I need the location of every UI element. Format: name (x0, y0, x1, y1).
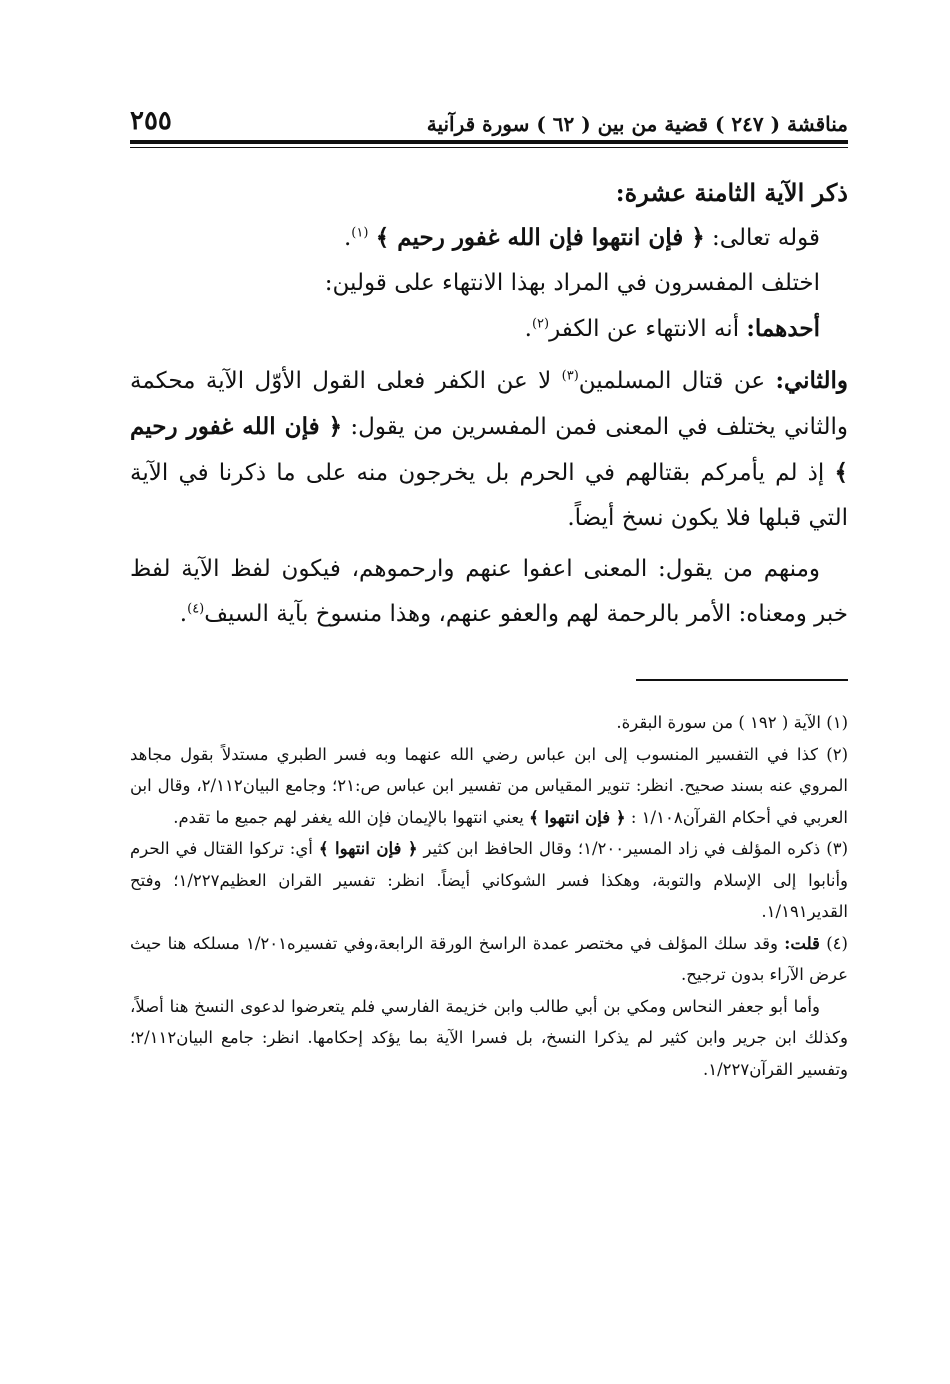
second-opinion-text-2: لا عن الكفر فعلى القول الأوّل الآية محكمة والثاني يختلف في المعنى فمن المفسرين من يقول: (130, 368, 848, 440)
second-opinion-text-3: إذ لم يأمركم بقتالهم في الحرم بل يخرجون منه على ما ذكرنا في الآية التي قبلها فلا يكون نسخ أيضاً. (130, 460, 848, 531)
footnote-ref-2: (٢) (531, 316, 550, 332)
paragraph-intro: اختلف المفسرون في المراد بهذا الانتهاء على قولين: (324, 270, 820, 296)
paragraph-verse (130, 215, 848, 261)
footnote-4-label: قلت: (784, 933, 820, 953)
first-opinion-end: . (524, 316, 532, 342)
header-rule-thick (130, 140, 848, 144)
footnote-ref-3: (٣) (561, 368, 579, 384)
footnote-2 (130, 739, 848, 834)
header-rule-thin (130, 147, 848, 148)
section-heading: ذكر الآية الثامنة عشرة: (615, 178, 848, 207)
footnotes (130, 707, 848, 1085)
footnote-2-quran: ﴿ فإن انتهوا ﴾ (529, 807, 626, 827)
page (130, 98, 848, 1085)
footnote-4 (130, 928, 848, 991)
footnote-2-text-b: يعني انتهوا بالإيمان فإن الله يغفر لهم جميع ما تقدم. (173, 807, 530, 827)
page-number: ٢٥٥ (130, 106, 172, 136)
quran-verse-2: ﴿ فإن الله غفور رحيم ﴾ (130, 413, 848, 486)
footnote-3-quran: ﴿ فإن انتهوا ﴾ (318, 839, 418, 858)
third-text: ومنهم من يقول: المعنى اعفوا عنهم وارحموهم، فيكون لفظ الآية لفظ خبر ومعناه: الأمر بالرحمة لهم والعفو عنهم، وهذا منسوخ بآية السيف (130, 556, 848, 627)
footnote-4-text: وقد سلك المؤلف في مختصر عمدة الراسخ الورقة الرابعة،وفي تفسيره١/٢٠١ مسلكه هنا حيث عرض الآراء بدون ترجيح. (130, 933, 848, 984)
footnote-4-number: (٤) (819, 933, 848, 953)
footnote-4-continuation: وأما أبو جعفر النحاس ومكي بن أبي طالب وابن خزيمة الفارسي فلم يتعرضوا لدعوى النسخ هنا أصلاً، وكذلك ابن جرير وابن كثير لم يذكرا النسخ، بل فسرا الآية بما يؤكد إحكامها. انظر: جامع البيان٢/١١٢؛ وتفسير القرآن١/٢٢٧. (130, 996, 848, 1079)
footnote-2-text-a: (٢) كذا في التفسير المنسوب إلى ابن عباس رضي الله عنهما وبه فسر الطبري مستدلاً بقول مجاهد المروي عنه بسند صحيح. انظر: تنوير المقياس من تفسير ابن عباس ص:٢١؛ وجامع البيان٢/١١٢، وقال ابن العربي في أحكام القرآن١/١٠٨ : (130, 744, 848, 827)
second-opinion-label: والثاني: (775, 367, 848, 394)
footnote-3-text-a: (٣) ذكره المؤلف في زاد المسير١/٢٠٠؛ وقال الحافظ ابن كثير (417, 839, 848, 858)
footnote-ref-4: (٤) (187, 601, 205, 617)
first-opinion-text: أنه الانتهاء عن الكفر (549, 316, 747, 342)
footnote-ref-1: (١) (351, 225, 369, 241)
header-title: مناقشة ( ٢٤٧ ) قضية من بين ( ٦٢ ) سورة قرآنية (426, 112, 848, 136)
quran-verse: ﴿ فإن انتهوا فإن الله غفور رحيم ﴾ (375, 224, 705, 251)
footnote-3 (130, 833, 848, 928)
paragraph-second-opinion (130, 358, 848, 541)
paragraph-first-opinion (130, 306, 848, 352)
second-opinion-text-1: عن قتال المسلمين (578, 368, 776, 394)
main-text (130, 170, 848, 637)
verse-end: . (343, 225, 352, 251)
footnote-3-text-b: أي: تركوا القتال في الحرم وأنابوا إلى الإسلام والتوبة، وهكذا فسر الشوكاني أيضاً. انظر: تفسير القران العظيم١/٢٢٧؛ وفتح القدير١/١٩١. (130, 839, 848, 921)
paragraph-third (130, 547, 848, 637)
running-header (130, 98, 848, 136)
third-end: . (179, 601, 188, 627)
verse-intro: قوله تعالى: (704, 225, 820, 251)
first-opinion-label: أحدهما: (746, 315, 820, 342)
footnote-separator (636, 679, 848, 681)
footnote-1: (١) الآية ( ١٩٢ ) من سورة البقرة. (616, 713, 848, 732)
